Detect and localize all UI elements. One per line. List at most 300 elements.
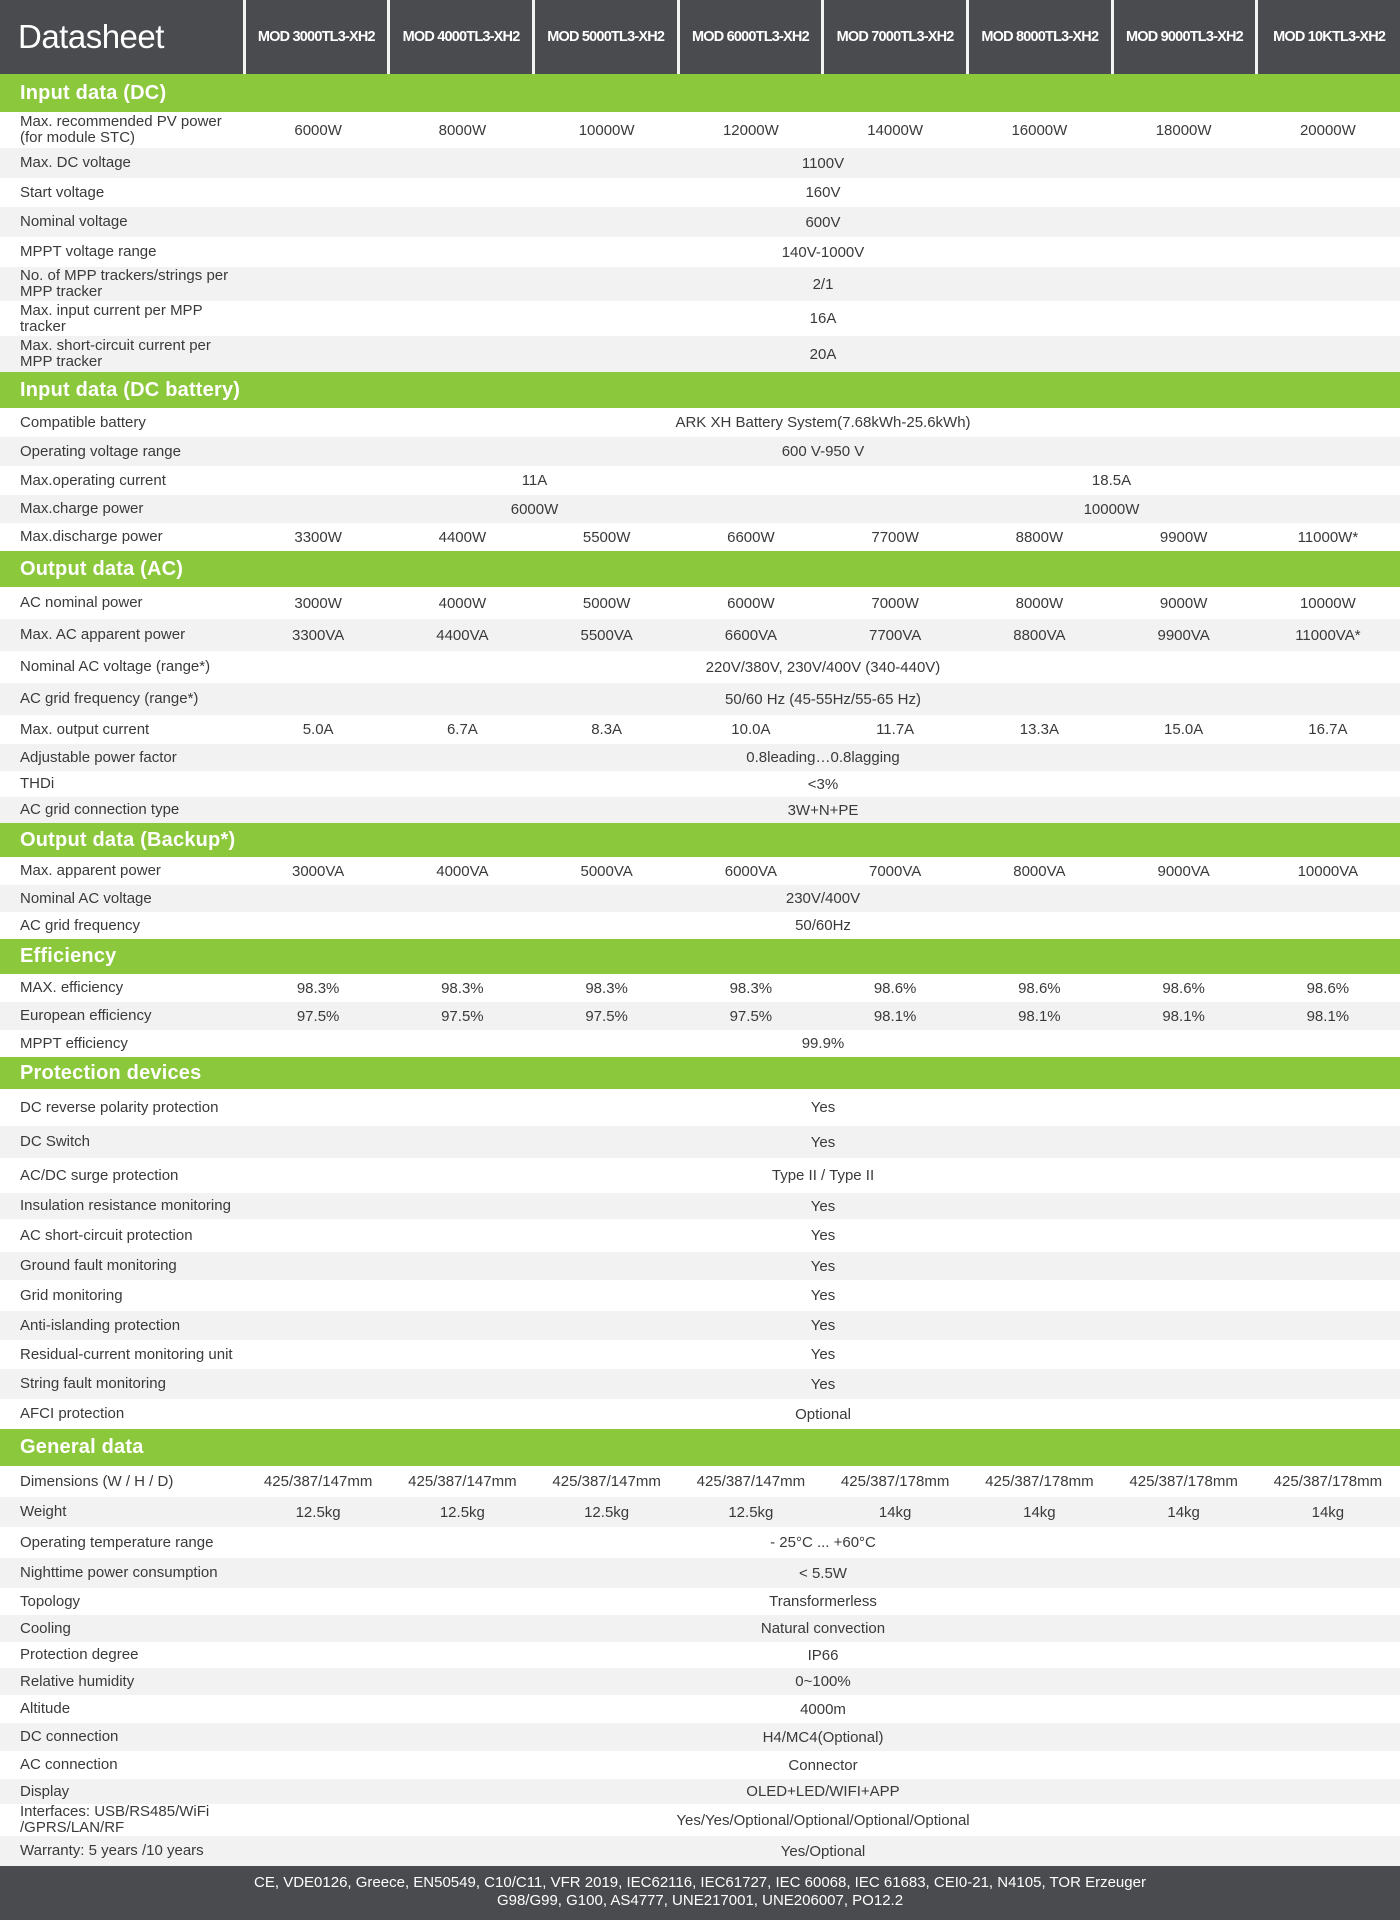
- spec-value: 425/387/147mm: [552, 1473, 661, 1490]
- spec-value: Yes: [810, 1257, 836, 1275]
- spec-value: 9900W: [1159, 528, 1208, 546]
- spec-row: [0, 857, 1400, 885]
- spec-values: [246, 1723, 1400, 1751]
- spec-row: [0, 1558, 1400, 1588]
- spec-row: [0, 1002, 1400, 1030]
- spec-value: 8000VA: [1013, 862, 1066, 880]
- spec-values: [246, 1399, 1400, 1429]
- spec-values: [246, 797, 1400, 823]
- spec-values: [246, 683, 1400, 715]
- spec-value: 20000W: [1299, 121, 1356, 139]
- spec-values: [246, 885, 1400, 912]
- spec-value: 5.0A: [302, 721, 334, 738]
- spec-row: [0, 683, 1400, 715]
- spec-value: 11000W*: [1297, 528, 1359, 546]
- certifications-footer: [0, 1866, 1400, 1920]
- spec-value: 2/1: [812, 275, 834, 293]
- spec-value: 7000W: [871, 594, 919, 612]
- spec-value: 13.3A: [1019, 721, 1059, 738]
- spec-value: Transformerless: [769, 1593, 877, 1610]
- spec-row: [0, 1836, 1400, 1866]
- spec-value: Yes: [810, 1099, 836, 1116]
- spec-value: 425/387/147mm: [408, 1473, 517, 1490]
- spec-values: [246, 1779, 1400, 1804]
- spec-row: [0, 523, 1400, 551]
- spec-value: 10000W: [1083, 500, 1140, 518]
- spec-values: [246, 1695, 1400, 1723]
- spec-value: 4000VA: [436, 862, 489, 880]
- spec-values: [246, 466, 1400, 495]
- spec-value: 7700VA: [868, 626, 922, 644]
- spec-row: [0, 267, 1400, 301]
- spec-value: 4400VA: [436, 626, 489, 644]
- spec-row: [0, 715, 1400, 744]
- spec-value: 97.5%: [585, 1007, 628, 1025]
- spec-label: DC reverse polarity protection: [20, 1098, 219, 1116]
- spec-row: [0, 1280, 1400, 1311]
- spec-label: AC short-circuit protection: [20, 1226, 193, 1244]
- spec-value: Optional: [795, 1405, 851, 1423]
- spec-row: [0, 1615, 1400, 1642]
- spec-label: Residual-current monitoring unit: [20, 1345, 233, 1363]
- spec-row: [0, 912, 1400, 939]
- spec-values: [246, 178, 1400, 207]
- section-header: Input data (DC): [0, 74, 1400, 112]
- spec-row: [0, 885, 1400, 912]
- spec-label: AC nominal power: [20, 594, 143, 612]
- spec-values: [246, 1030, 1400, 1057]
- spec-value: 220V/380V, 230V/400V (340-440V): [705, 658, 941, 676]
- spec-value: Yes/Optional: [780, 1842, 866, 1860]
- spec-label: Adjustable power factor: [20, 748, 177, 766]
- spec-row: [0, 1779, 1400, 1804]
- spec-value: 12.5kg: [295, 1503, 341, 1521]
- spec-values: [246, 715, 1400, 744]
- spec-value: 230V/400V: [785, 890, 861, 907]
- spec-row: [0, 301, 1400, 336]
- spec-row: [0, 1089, 1400, 1126]
- spec-value: 98.3%: [729, 979, 773, 997]
- spec-row: [0, 1030, 1400, 1057]
- spec-values: [246, 1002, 1400, 1030]
- spec-value: 5000W: [582, 594, 631, 612]
- spec-value: 14kg: [878, 1503, 912, 1521]
- spec-value: 140V-1000V: [781, 243, 865, 261]
- spec-row: [0, 1695, 1400, 1723]
- spec-label: AC grid frequency (range*): [20, 690, 199, 708]
- spec-value: 10000VA: [1297, 862, 1359, 880]
- spec-label: No. of MPP trackers/strings per MPP tracker: [20, 267, 229, 300]
- spec-label: Compatible battery: [20, 413, 146, 431]
- spec-value: 18000W: [1155, 121, 1212, 139]
- spec-row: [0, 1158, 1400, 1193]
- spec-value: 4000W: [438, 594, 487, 612]
- spec-value: 5000VA: [580, 862, 633, 880]
- spec-row: [0, 1642, 1400, 1668]
- spec-value: Natural convection: [760, 1620, 886, 1637]
- spec-value: 12.5kg: [728, 1503, 774, 1521]
- spec-value: 97.5%: [296, 1007, 340, 1025]
- spec-label: Max. recommended PV power (for module STC): [20, 113, 222, 146]
- spec-label: Max.operating current: [20, 471, 166, 489]
- spec-value: 98.3%: [585, 979, 628, 997]
- spec-value: 12000W: [722, 121, 779, 139]
- spec-value: 10000W: [578, 121, 635, 139]
- spec-row: [0, 466, 1400, 495]
- spec-label: Grid monitoring: [20, 1286, 123, 1304]
- spec-label: Protection degree: [20, 1646, 139, 1664]
- spec-row: [0, 1311, 1400, 1340]
- spec-value: 6000W: [727, 594, 775, 612]
- spec-row: [0, 1126, 1400, 1158]
- spec-label: Ground fault monitoring: [20, 1257, 177, 1275]
- spec-values: [246, 1369, 1400, 1399]
- footer-line-1: CE, VDE0126, Greece, EN50549, C10/C11, VFR 2019, IEC62116, IEC61727, IEC 60068, IEC 61683, CEI0-21, N4105, TOR Erzeuger: [254, 1874, 1146, 1891]
- spec-row: [0, 1723, 1400, 1751]
- spec-values: [246, 523, 1400, 551]
- spec-label: DC connection: [20, 1728, 119, 1746]
- spec-values: [246, 1804, 1400, 1836]
- spec-label: Start voltage: [20, 183, 105, 201]
- spec-values: [246, 237, 1400, 267]
- spec-label: AC/DC surge protection: [20, 1166, 179, 1184]
- spec-value: Connector: [788, 1756, 858, 1774]
- spec-value: Yes: [810, 1375, 836, 1393]
- spec-row: [0, 1193, 1400, 1219]
- spec-value: 14kg: [1311, 1503, 1345, 1521]
- spec-value: 5500W: [582, 528, 631, 546]
- spec-value: 98.6%: [1306, 979, 1350, 997]
- spec-value: 8800W: [1015, 528, 1064, 546]
- spec-label: Weight: [20, 1503, 67, 1521]
- spec-values: [246, 207, 1400, 237]
- section-header: Output data (Backup*): [0, 823, 1400, 857]
- spec-row: [0, 112, 1400, 148]
- spec-label: Display: [20, 1782, 70, 1800]
- spec-value: 98.1%: [1162, 1007, 1205, 1025]
- spec-values: [246, 771, 1400, 797]
- model-column-header: MOD 10KTL3-XH2: [1258, 0, 1400, 74]
- spec-value: 16000W: [1011, 121, 1068, 139]
- spec-values: [246, 1668, 1400, 1695]
- spec-value: 10.0A: [731, 721, 771, 738]
- spec-value: 3300VA: [291, 626, 345, 644]
- spec-values: [246, 1466, 1400, 1497]
- spec-value: 425/387/178mm: [840, 1473, 950, 1490]
- spec-label: Interfaces: USB/RS485/WiFi /GPRS/LAN/RF: [20, 1803, 210, 1836]
- spec-value: 18.5A: [1091, 472, 1132, 489]
- spec-value: 3000VA: [291, 862, 345, 880]
- spec-value: 160V: [805, 184, 841, 201]
- spec-row: [0, 495, 1400, 523]
- spec-values: [246, 1252, 1400, 1280]
- spec-value: 12.5kg: [584, 1503, 630, 1521]
- spec-row: [0, 207, 1400, 237]
- spec-values: [246, 267, 1400, 301]
- spec-label: AFCI protection: [20, 1405, 125, 1423]
- spec-value: 600 V-950 V: [781, 443, 865, 460]
- spec-value: 98.1%: [873, 1007, 917, 1025]
- spec-values: [246, 1497, 1400, 1527]
- spec-label: European efficiency: [20, 1007, 152, 1025]
- spec-values: [246, 437, 1400, 466]
- spec-row: [0, 408, 1400, 437]
- spec-label: Nominal AC voltage: [20, 889, 152, 907]
- spec-label: MPPT efficiency: [20, 1034, 128, 1052]
- spec-value: 3000W: [294, 594, 342, 612]
- spec-values: [246, 301, 1400, 336]
- spec-row: [0, 974, 1400, 1002]
- spec-values: [246, 1527, 1400, 1558]
- spec-label: Operating voltage range: [20, 442, 181, 460]
- spec-row: [0, 1497, 1400, 1527]
- spec-value: 1100V: [801, 154, 845, 172]
- spec-value: 9000W: [1159, 594, 1208, 612]
- spec-row: [0, 1668, 1400, 1695]
- spec-value: 99.9%: [801, 1035, 845, 1052]
- spec-value: 11000VA*: [1295, 626, 1361, 644]
- spec-value: 3300W: [294, 528, 342, 546]
- spec-label: Insulation resistance monitoring: [20, 1197, 231, 1215]
- spec-values: [246, 619, 1400, 651]
- spec-values: [246, 1588, 1400, 1615]
- spec-row: [0, 437, 1400, 466]
- spec-row: [0, 1369, 1400, 1399]
- spec-row: [0, 797, 1400, 823]
- spec-values: [246, 1615, 1400, 1642]
- spec-value: ARK XH Battery System(7.68kWh-25.6kWh): [675, 414, 971, 431]
- spec-values: [246, 1193, 1400, 1219]
- spec-label: AC grid connection type: [20, 801, 180, 819]
- spec-label: Max. output current: [20, 720, 150, 738]
- spec-label: MPPT voltage range: [20, 243, 157, 261]
- spec-row: [0, 1466, 1400, 1497]
- spec-label: Altitude: [20, 1700, 71, 1718]
- spec-label: AC connection: [20, 1756, 118, 1774]
- spec-value: 50/60Hz: [795, 917, 851, 934]
- spec-value: 6000W: [510, 500, 559, 518]
- spec-value: Yes: [810, 1346, 836, 1363]
- spec-value: 425/387/178mm: [985, 1473, 1094, 1490]
- spec-label: AC grid frequency: [20, 916, 141, 934]
- spec-value: 20A: [809, 345, 837, 363]
- spec-value: OLED+LED/WIFI+APP: [746, 1783, 900, 1800]
- spec-value: < 5.5W: [799, 1564, 847, 1582]
- spec-row: [0, 1340, 1400, 1369]
- spec-label: Max. short-circuit current per MPP tracker: [20, 337, 211, 370]
- spec-values: [246, 1158, 1400, 1193]
- spec-value: Yes: [810, 1133, 836, 1151]
- spec-value: 98.3%: [296, 979, 340, 997]
- spec-row: [0, 1399, 1400, 1429]
- spec-value: <3%: [807, 775, 839, 793]
- spec-row: [0, 178, 1400, 207]
- spec-value: 15.0A: [1164, 721, 1204, 738]
- spec-label: Warranty: 5 years /10 years: [20, 1842, 204, 1860]
- spec-value: Yes: [810, 1227, 836, 1244]
- spec-values: [246, 912, 1400, 939]
- spec-values: [246, 1642, 1400, 1668]
- spec-value: 8000W: [438, 121, 487, 139]
- spec-value: Type II / Type II: [771, 1167, 875, 1184]
- spec-row: [0, 1527, 1400, 1558]
- spec-value: 97.5%: [729, 1007, 773, 1025]
- model-column-header: MOD 8000TL3-XH2: [969, 0, 1111, 74]
- spec-value: 4000m: [800, 1700, 846, 1718]
- spec-value: 5500VA: [580, 626, 633, 644]
- spec-label: Max.charge power: [20, 500, 144, 518]
- spec-row: [0, 771, 1400, 797]
- section-header: Efficiency: [0, 939, 1400, 974]
- spec-value: 7000VA: [868, 862, 922, 880]
- spec-values: [246, 1558, 1400, 1588]
- spec-value: 600V: [805, 213, 841, 231]
- spec-value: 7700W: [871, 528, 919, 546]
- spec-label: MAX. efficiency: [20, 979, 124, 997]
- spec-value: 50/60 Hz (45-55Hz/55-65 Hz): [725, 690, 921, 708]
- spec-value: H4/MC4(Optional): [762, 1728, 884, 1746]
- spec-values: [246, 744, 1400, 771]
- spec-values: [246, 587, 1400, 619]
- spec-values: [246, 336, 1400, 372]
- spec-value: 98.1%: [1306, 1007, 1350, 1025]
- spec-value: 14000W: [867, 121, 924, 139]
- spec-values: [246, 1089, 1400, 1126]
- spec-values: [246, 1751, 1400, 1779]
- spec-values: [246, 148, 1400, 178]
- model-column-header: MOD 5000TL3-XH2: [535, 0, 677, 74]
- spec-value: Yes: [810, 1317, 836, 1334]
- spec-row: [0, 744, 1400, 771]
- spec-value: 12.5kg: [439, 1503, 485, 1521]
- spec-label: Topology: [20, 1592, 81, 1610]
- spec-value: 14kg: [1167, 1503, 1200, 1521]
- spec-values: [246, 1340, 1400, 1369]
- spec-label: Dimensions (W / H / D): [20, 1472, 174, 1490]
- spec-label: Max. AC apparent power: [20, 626, 186, 644]
- spec-label: Relative humidity: [20, 1672, 135, 1690]
- spec-row: [0, 1804, 1400, 1836]
- table-body: [0, 74, 1400, 1866]
- spec-value: 10000W: [1299, 594, 1356, 612]
- section-header: Protection devices: [0, 1057, 1400, 1089]
- spec-values: [246, 408, 1400, 437]
- spec-value: 98.6%: [1162, 979, 1205, 997]
- spec-label: DC Switch: [20, 1133, 91, 1151]
- spec-values: [246, 974, 1400, 1002]
- spec-values: [246, 112, 1400, 148]
- spec-value: 98.6%: [1018, 979, 1061, 997]
- spec-label: Nominal AC voltage (range*): [20, 658, 211, 676]
- spec-value: 6.7A: [446, 721, 478, 738]
- spec-value: 6600W: [727, 528, 775, 546]
- spec-value: 0.8leading…0.8lagging: [746, 749, 900, 766]
- spec-value: 14kg: [1023, 1503, 1056, 1521]
- spec-row: [0, 1588, 1400, 1615]
- spec-value: - 25°C ... +60°C: [770, 1534, 876, 1551]
- spec-value: 8800VA: [1013, 626, 1066, 644]
- spec-label: Max. input current per MPP tracker: [20, 301, 203, 335]
- footer-line-2: G98/G99, G100, AS4777, UNE217001, UNE206007, PO12.2: [496, 1892, 904, 1909]
- spec-row: [0, 237, 1400, 267]
- spec-label: Max. DC voltage: [20, 154, 131, 172]
- spec-value: 16.7A: [1308, 721, 1348, 738]
- spec-value: Yes/Yes/Optional/Optional/Optional/Optional: [676, 1811, 970, 1829]
- spec-row: [0, 1219, 1400, 1252]
- spec-value: Yes: [810, 1287, 836, 1304]
- section-header: Output data (AC): [0, 551, 1400, 587]
- spec-value: 11.7A: [876, 721, 915, 738]
- spec-value: Yes: [810, 1197, 836, 1215]
- spec-value: 3W+N+PE: [787, 801, 859, 819]
- spec-values: [246, 1219, 1400, 1252]
- spec-value: IP66: [807, 1646, 839, 1664]
- spec-value: 425/387/147mm: [263, 1473, 373, 1490]
- spec-label: Nominal voltage: [20, 213, 128, 231]
- table-header: [0, 0, 1400, 74]
- spec-values: [246, 1280, 1400, 1311]
- spec-value: 0~100%: [795, 1673, 851, 1690]
- model-column-header: MOD 6000TL3-XH2: [680, 0, 822, 74]
- section-header: General data: [0, 1429, 1400, 1466]
- spec-value: 98.1%: [1018, 1007, 1061, 1025]
- spec-label: Nighttime power consumption: [20, 1564, 218, 1582]
- model-column-header: MOD 3000TL3-XH2: [246, 0, 388, 74]
- spec-label: Max.discharge power: [20, 528, 163, 546]
- spec-value: 6000VA: [724, 862, 777, 880]
- model-column-header: MOD 7000TL3-XH2: [824, 0, 966, 74]
- spec-value: 425/387/178mm: [1273, 1473, 1383, 1490]
- spec-row: [0, 1252, 1400, 1280]
- spec-value: 4400W: [438, 528, 487, 546]
- spec-values: [246, 1836, 1400, 1866]
- spec-value: 6600VA: [724, 626, 777, 644]
- spec-label: Anti-islanding protection: [20, 1316, 181, 1334]
- spec-values: [246, 857, 1400, 885]
- spec-value: 8.3A: [591, 721, 623, 738]
- spec-row: [0, 651, 1400, 683]
- spec-row: [0, 587, 1400, 619]
- page-title: Datasheet: [0, 0, 243, 74]
- section-header: Input data (DC battery): [0, 372, 1400, 408]
- spec-value: 98.3%: [441, 979, 484, 997]
- spec-value: 425/387/178mm: [1129, 1473, 1238, 1490]
- spec-row: [0, 336, 1400, 372]
- spec-row: [0, 148, 1400, 178]
- spec-values: [246, 1126, 1400, 1158]
- spec-label: Max. apparent power: [20, 862, 161, 880]
- spec-value: 8000W: [1015, 594, 1064, 612]
- spec-values: [246, 651, 1400, 683]
- spec-value: 9000VA: [1157, 862, 1210, 880]
- model-column-header: MOD 9000TL3-XH2: [1114, 0, 1256, 74]
- spec-value: 98.6%: [873, 979, 917, 997]
- spec-value: 425/387/147mm: [696, 1473, 806, 1490]
- spec-value: 9900VA: [1157, 626, 1210, 644]
- spec-values: [246, 495, 1400, 523]
- spec-label: Cooling: [20, 1619, 71, 1637]
- spec-label: Operating temperature range: [20, 1533, 214, 1551]
- spec-row: [0, 1751, 1400, 1779]
- spec-value: 6000W: [294, 121, 342, 139]
- spec-label: THDi: [20, 775, 55, 793]
- spec-value: 11A: [521, 472, 548, 489]
- spec-value: 97.5%: [441, 1007, 484, 1025]
- spec-values: [246, 1311, 1400, 1340]
- model-column-header: MOD 4000TL3-XH2: [390, 0, 532, 74]
- spec-label: String fault monitoring: [20, 1375, 166, 1393]
- spec-row: [0, 619, 1400, 651]
